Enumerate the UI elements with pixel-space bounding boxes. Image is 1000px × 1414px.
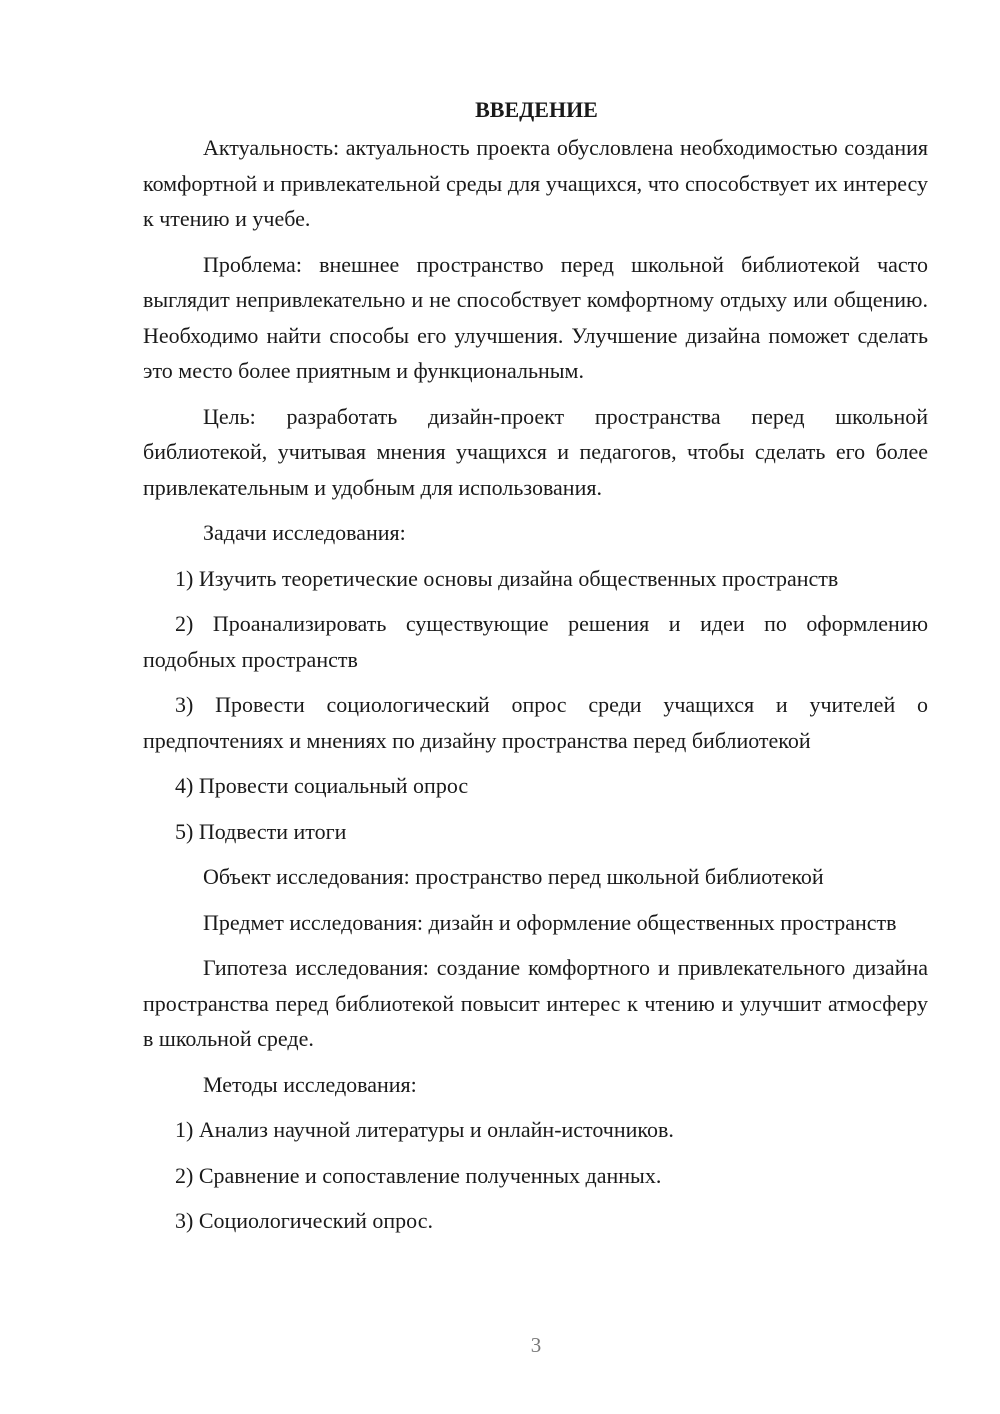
list-item: 4) Провести социальный опрос: [175, 773, 469, 798]
paragraph: Объект исследования: пространство перед школьной библиотекой: [203, 864, 824, 889]
list-item: 1) Анализ научной литературы и онлайн-источников.: [175, 1117, 674, 1142]
paragraph: Задачи исследования:: [203, 520, 406, 545]
paragraph: Цель: разработать дизайн-проект пространства перед школьной библиотекой, учитывая мнения учащихся и педагогов, чтобы сделать его более привлекательным и удобным для использования.: [143, 403, 928, 500]
paragraph-list: [143, 130, 928, 1239]
page-number: 3: [530, 1333, 542, 1357]
page-content: [143, 92, 928, 1249]
paragraph: Методы исследования:: [203, 1071, 417, 1097]
list-item: 2) Сравнение и сопоставление полученных данных.: [175, 1162, 662, 1188]
paragraph: Проблема: внешнее пространство перед школьной библиотекой часто выглядит непривлекательно и не способствует комфортному отдыху или общению. Необходимо найти способы его улучшения. Улучшение дизайна поможет сделать это место более приятным и функциональным.: [143, 251, 928, 383]
paragraph: Актуальность: актуальность проекта обусловлена необходимостью создания комфортной и привлекательной среды для учащихся, что способствует их интересу к чтению и учебе.: [143, 135, 928, 231]
paragraph: Гипотеза исследования: создание комфортного и привлекательного дизайна пространства перед библиотекой повысит интерес к чтению и улучшит атмосферу в школьной среде.: [143, 955, 928, 1051]
list-item: 5) Подвести итоги: [175, 818, 347, 844]
page-title: ВВЕДЕНИЕ: [475, 97, 598, 122]
list-item: 2) Проанализировать существующие решения и идеи по оформлению подобных пространств: [143, 611, 928, 672]
list-item: 3) Социологический опрос.: [175, 1208, 433, 1233]
list-item: 3) Провести социологический опрос среди учащихся и учителей о предпочтениях и мнениях по дизайну пространства перед библиотекой: [143, 692, 928, 753]
paragraph: Предмет исследования: дизайн и оформление общественных пространств: [203, 909, 897, 935]
list-item: 1) Изучить теоретические основы дизайна общественных пространств: [175, 565, 839, 591]
